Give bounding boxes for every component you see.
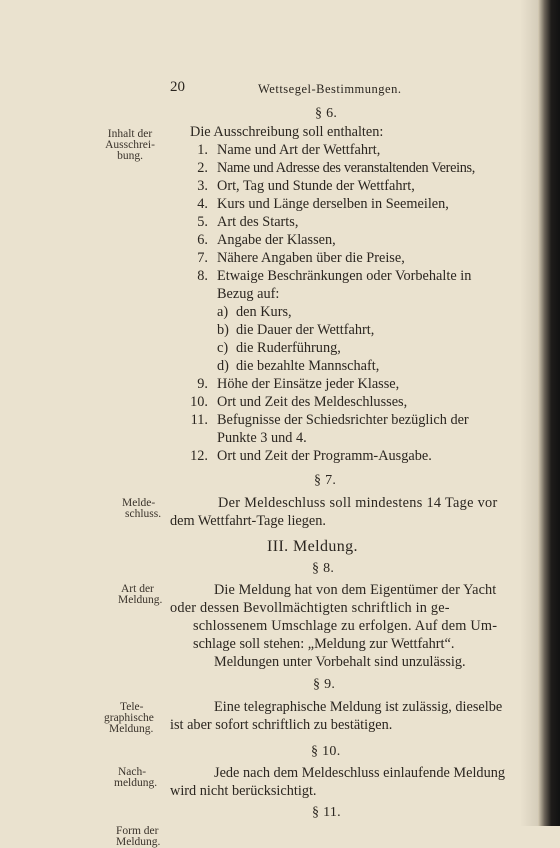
section-9-line-2: ist aber sofort schriftlich zu bestätigen. [170, 717, 393, 733]
section-7-heading: § 7. [314, 473, 337, 488]
margin-note-nachmeldung: Nach- meldung. [114, 766, 158, 789]
margin-note-form-der-meldung: Form der Meldung. [116, 825, 161, 848]
section-8-heading: § 8. [312, 561, 335, 576]
section-11-heading: § 11. [312, 805, 341, 820]
chapter-title: III. Meldung. [267, 538, 358, 555]
section-6-intro: Die Ausschreibung soll enthalten: [190, 124, 384, 140]
page-shadow [520, 0, 538, 826]
section-10-line-1: Jede nach dem Meldeschluss einlaufende Meldung [214, 765, 506, 781]
section-8-line-5: Meldungen unter Vorbehalt sind unzulässig. [214, 654, 466, 670]
section-10-line-2: wird nicht berücksichtigt. [170, 783, 317, 799]
running-title: Wettsegel-Bestimmungen. [258, 82, 402, 96]
margin-note-art-der-meldung: Art der Meldung. [118, 583, 163, 606]
section-10-heading: § 10. [311, 744, 341, 759]
section-8-line-3: schlossenem Umschlage zu erfolgen. Auf dem Um- [193, 618, 498, 634]
section-8-line-2: oder dessen Bevollmächtigten schriftlich in ge- [170, 600, 450, 616]
section-9-heading: § 9. [313, 677, 336, 692]
margin-note-telegraphische: Tele- graphische Meldung. [104, 701, 154, 735]
margin-note-inhalt: Inhalt der Ausschrei- bung. [105, 128, 155, 162]
page-number: 20 [170, 79, 185, 95]
book-spine [538, 0, 560, 826]
section-9-line-1: Eine telegraphische Meldung ist zulässig, dieselbe [214, 699, 503, 715]
section-7-line-1: Der Meldeschluss soll mindestens 14 Tage vor [218, 495, 498, 511]
margin-note-meldeschluss: Melde- schluss. [122, 497, 162, 520]
section-8-line-1: Die Meldung hat von dem Eigentümer der Yacht [214, 582, 497, 598]
section-6-heading: § 6. [315, 106, 338, 121]
section-7-line-2: dem Wettfahrt-Tage liegen. [170, 513, 326, 529]
section-8-line-4: schlage soll stehen: „Meldung zur Wettfahrt“. [193, 636, 455, 652]
